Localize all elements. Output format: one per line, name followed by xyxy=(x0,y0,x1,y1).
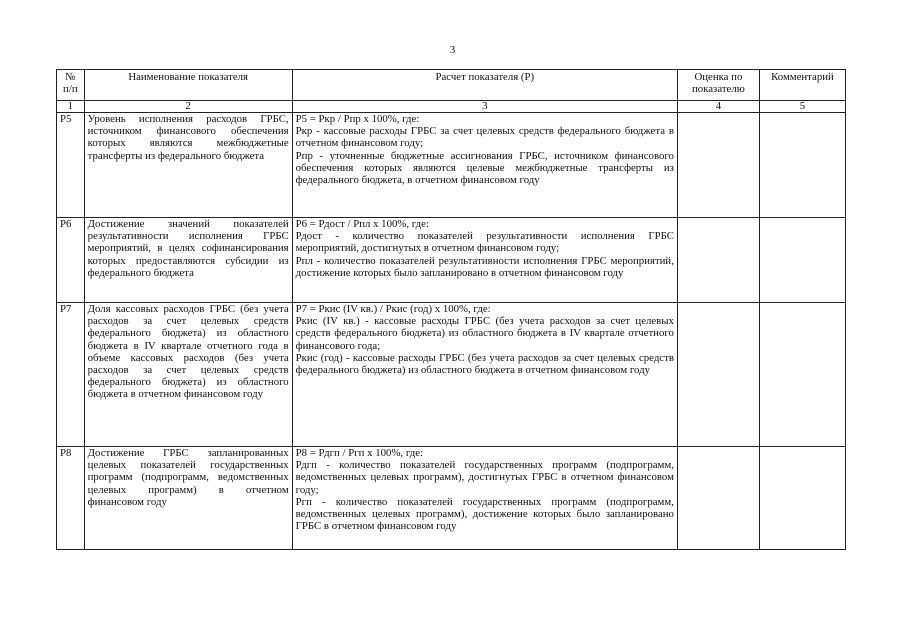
header-comment: Комментарий xyxy=(759,70,845,101)
indicator-name: Доля кассовых расходов ГРБС (без учета расходов за счет целевых средств федерального бюджета) из областного бюджета в IV квартале отчетного года в объеме кассовых расходов (без учета расходов за счет целевых средств федерального бюджета) из областного бюджета в отчетном финансовом году xyxy=(84,303,292,447)
formula-term: Рпл - количество показателей результативности исполнения ГРБС мероприятий, достижение которых было запланировано в отчетном финансовом году xyxy=(295,254,674,279)
column-index: 3 xyxy=(292,101,677,113)
column-index: 2 xyxy=(84,101,292,113)
indicator-name: Достижение ГРБС запланированных целевых показателей государственных программ (подпрограмм, ведомственных целевых программ) в отчетном финансовом году xyxy=(84,447,292,550)
formula-term: Рдгп - количество показателей государственных программ (подпрограмм, ведомственных целевых программ), достигнутых ГРБС в отчетном финансовом году; xyxy=(295,459,674,496)
row-number: Р8 xyxy=(57,447,85,550)
indicator-calculation xyxy=(292,113,677,218)
formula-term: Ркис (год) - кассовые расходы ГРБС (без учета расходов за счет целевых средств федерального бюджета) из областного бюджета в отчетном финансовом году xyxy=(295,351,674,377)
table-row xyxy=(57,447,846,550)
comment-cell xyxy=(759,218,845,303)
indicators-table xyxy=(56,69,846,550)
header-score: Оценка по показателю xyxy=(677,70,759,101)
formula-term: Ргп - количество показателей государственных программ (подпрограмм, ведомственных целевых программ), достижение которых было запланировано ГРБС в отчетном финансовом году xyxy=(295,495,674,533)
column-index-row xyxy=(57,101,846,113)
formula-term: Ркр - кассовые расходы ГРБС за счет целевых средств федерального бюджета в отчетном финансовом году; xyxy=(295,125,674,150)
column-index: 1 xyxy=(57,101,85,113)
header-name: Наименование показателя xyxy=(84,70,292,101)
score-cell xyxy=(677,113,759,218)
page-number: 3 xyxy=(449,44,456,56)
column-index: 4 xyxy=(677,101,759,113)
formula-term: Рпр - уточненные бюджетные ассигнования ГРБС, источником финансового обеспечения которых являются целевые межбюджетные трансферты из федерального бюджета, в отчетном финансовом году xyxy=(295,149,674,187)
indicator-calculation xyxy=(292,303,677,447)
column-index: 5 xyxy=(759,101,845,113)
table-row xyxy=(57,303,846,447)
table-row xyxy=(57,113,846,218)
indicator-name: Достижение значений показателей результативности исполнения ГРБС мероприятий, в целях софинансирования которых предоставляются субсидии из федерального бюджета xyxy=(84,218,292,303)
indicator-calculation xyxy=(292,447,677,550)
comment-cell xyxy=(759,303,845,447)
score-cell xyxy=(677,303,759,447)
score-cell xyxy=(677,447,759,550)
indicator-calculation xyxy=(292,218,677,303)
header-num: № п/п xyxy=(57,70,85,101)
header-row xyxy=(57,70,846,101)
formula: Р7 = Ркис (IV кв.) / Ркис (год) х 100%, где: xyxy=(295,303,491,315)
formula-term: Рдост - количество показателей результативности исполнения ГРБС мероприятий, достигнутых в отчетном финансовом году; xyxy=(295,230,674,255)
row-number: Р5 xyxy=(57,113,85,218)
formula: Р6 = Рдост / Рпл х 100%, где: xyxy=(295,218,429,230)
comment-cell xyxy=(759,113,845,218)
table-row xyxy=(57,218,846,303)
formula-term: Ркис (IV кв.) - кассовые расходы ГРБС (без учета расходов за счет целевых средств федерального бюджета) из областного бюджета в IV квартале отчетного финансового года; xyxy=(295,315,674,352)
indicator-name: Уровень исполнения расходов ГРБС, источником финансового обеспечения которых являются межбюджетные трансферты из федерального бюджета xyxy=(84,113,292,218)
row-number: Р7 xyxy=(57,303,85,447)
formula: Р5 = Ркр / Рпр х 100%, где: xyxy=(295,113,420,125)
score-cell xyxy=(677,218,759,303)
formula: Р8 = Рдгп / Ргп х 100%, где: xyxy=(295,447,424,459)
comment-cell xyxy=(759,447,845,550)
row-number: Р6 xyxy=(57,218,85,303)
header-calc: Расчет показателя (Р) xyxy=(292,70,677,101)
